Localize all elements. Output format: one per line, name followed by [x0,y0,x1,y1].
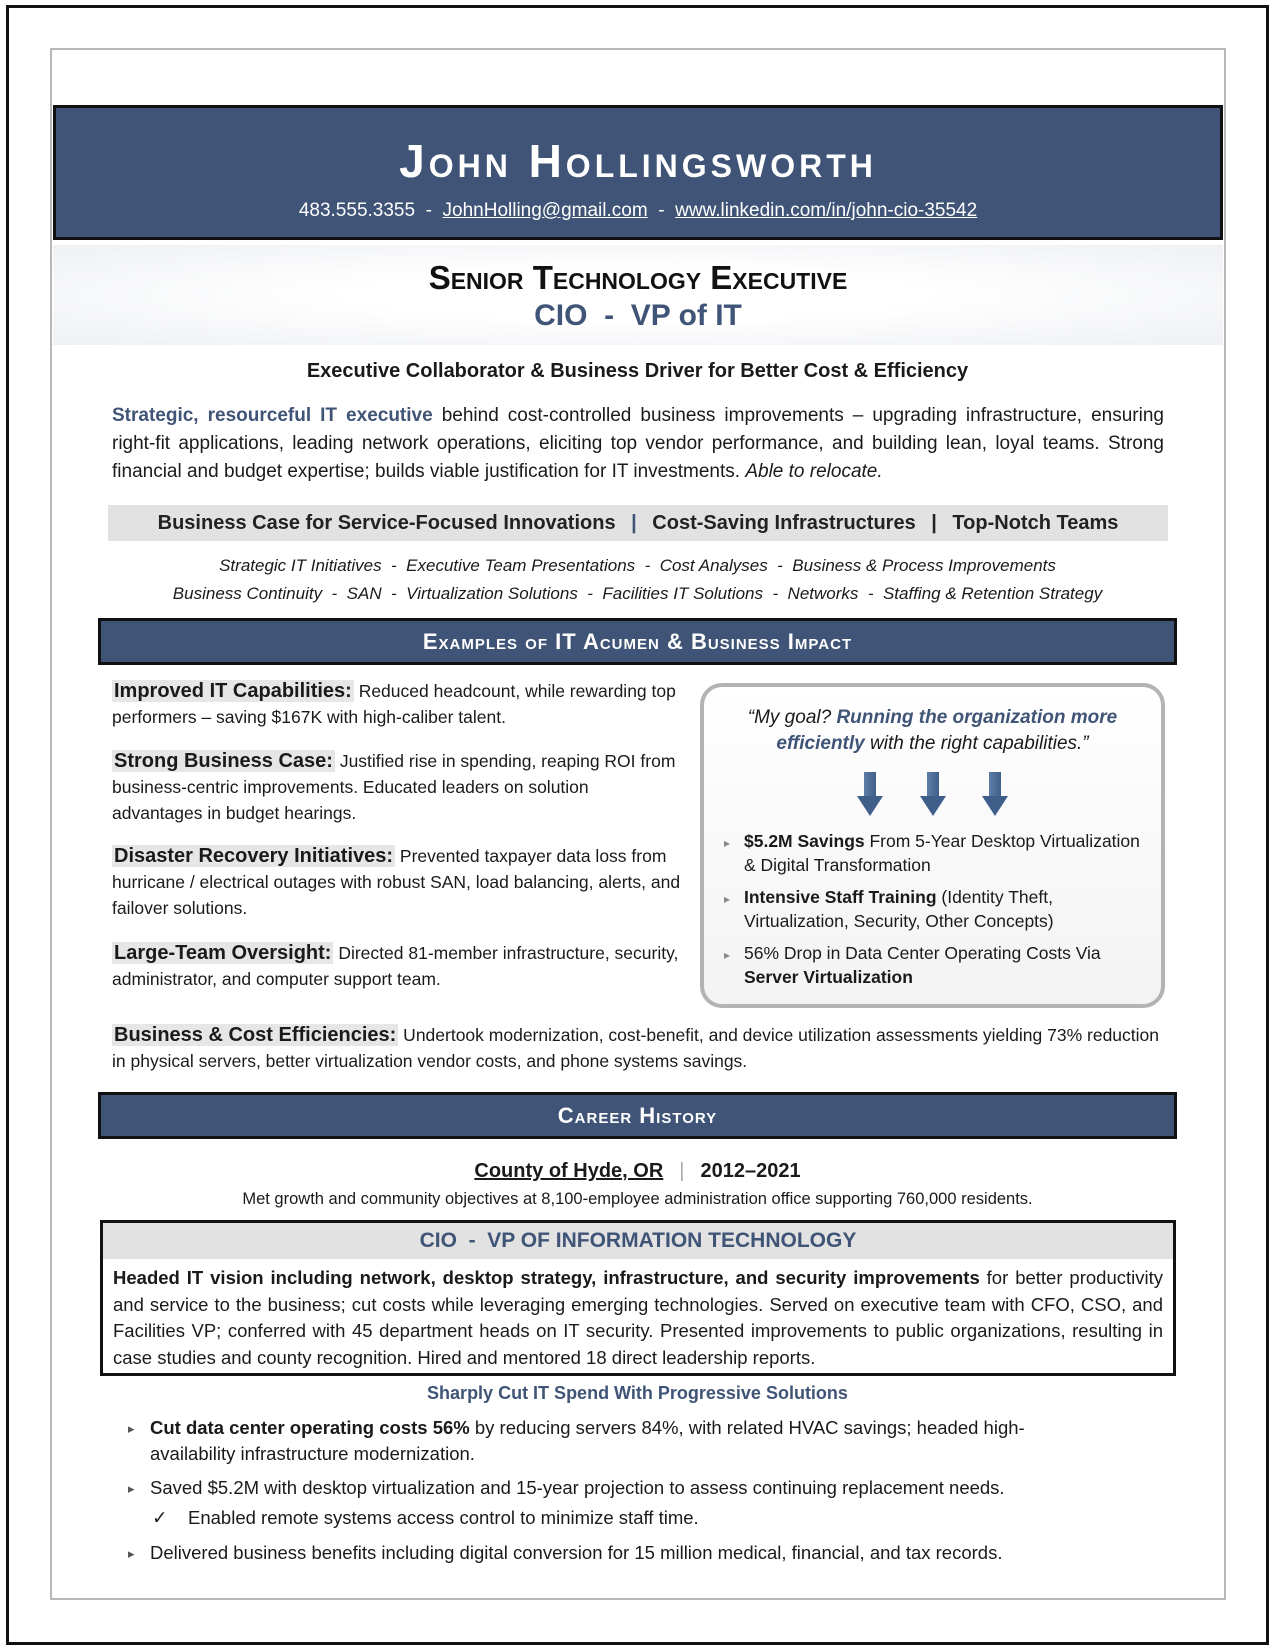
accomplishment-text: Justified rise in spending, reaping ROI from business-centric improvements. Educated leaders on solution advantages in budget hearings. [112,751,676,823]
employment-dates: 2012–2021 [700,1160,801,1182]
bullet-triangle-icon: ▸ [724,892,731,906]
accomplishment-label: Large-Team Oversight: [114,942,332,964]
strengths-bar [108,505,1168,541]
goal-callout-box [700,683,1165,1008]
bullet-triangle-icon: ▸ [724,948,731,962]
employer-description: Met growth and community objectives at 8,100-employee administration office supporting 760,000 residents. [242,1190,1033,1208]
employer-separator: | [679,1160,685,1182]
arrow-group [704,772,1161,825]
employer-line [0,1160,1275,1183]
title-area [53,245,1223,345]
callout-item [724,941,1154,989]
accomplishment-text: Prevented taxpayer data loss from hurricane / electrical outages with robust SAN, load balancing, alerts, and failover solutions. [112,846,681,918]
candidate-name: John Hollingsworth [399,135,877,187]
bullet-text: Saved $5.2M with desktop virtualization and 15-year projection to assess continuing replacement needs. [150,1477,1005,1498]
bullet-text: by reducing servers 84%, with related HVAC savings; headed high-availability infrastructure modernization. [150,1417,1025,1464]
section-heading-career: Career History [98,1092,1177,1139]
down-arrow-icon [920,772,946,820]
tagline: Executive Collaborator & Business Driver for Better Cost & Efficiency [306,360,969,382]
callout-item-text: From 5-Year Desktop Virtualization & Digital Transformation [744,831,1140,875]
role-text: for better productivity and service to the business; cut costs while leveraging emerging technologies. Served on executive team with CFO, CSO, and Facilities VP; conferred with 45 department heads on IT security. Presented improvements to public organizations, resulting in case studies and county recognition. Hired and mentored 18 direct leadership reports. [113,1267,1163,1368]
quote-highlight: Running the organization more efficiently [776,707,1118,754]
keyword-line: Business Continuity - SAN - Virtualization Solutions - Facilities IT Solutions - Networks - Staffing & Retention Strategy [172,584,1103,603]
role-title: CIO - VP OF INFORMATION TECHNOLOGY [103,1223,1173,1259]
email-link[interactable]: JohnHolling@gmail.com [442,200,648,221]
contact-separator: - [425,200,432,221]
callout-item-bold: Intensive Staff Training [744,887,937,907]
callout-item-text: (Identity Theft, Virtualization, Security, Other Concepts) [744,887,1054,931]
strength-item: Business Case for Service-Focused Innovations [157,512,616,534]
subheadline: CIO - VP of IT [534,299,742,332]
accomplishment-label: Improved IT Capabilities: [114,680,352,702]
summary-paragraph [112,402,1164,486]
checkmark-icon: ✓ [152,1507,168,1528]
accomplishment-label: Disaster Recovery Initiatives: [114,845,394,867]
accomplishment-item [112,940,682,992]
bullet-triangle-icon: ▸ [128,1421,135,1436]
header-banner [53,105,1223,240]
accomplishment-item [112,748,682,826]
goal-quote [724,705,1141,757]
accomplishment-text: Reduced headcount, while rewarding top performers – saving $167K with high-caliber talent. [112,681,676,727]
achievement-bullet [128,1415,1080,1467]
accomplishment-text: Directed 81-member infrastructure, security, administrator, and computer support team. [112,943,679,989]
down-arrow-icon [857,772,883,820]
strength-separator: | [631,512,637,534]
bullet-bold: Cut data center operating costs 56% [150,1417,470,1438]
down-arrow-icon [982,772,1008,820]
summary-lead: Strategic, resourceful IT executive [112,405,433,426]
role-bold: Headed IT vision including network, desktop strategy, infrastructure, and security improvements [113,1267,980,1288]
relocate-note: Able to relocate. [745,461,883,482]
employer-name: County of Hyde, OR [474,1160,664,1182]
strength-item: Top-Notch Teams [952,512,1119,534]
keyword-line: Strategic IT Initiatives - Executive Team Presentations - Cost Analyses - Business & Process Improvements [219,556,1056,575]
section-heading-impact: Examples of IT Acumen & Business Impact [98,618,1177,665]
accomplishment-text: Undertook modernization, cost-benefit, and device utilization assessments yielding 73% reduction in physical servers, better virtualization vendor costs, and phone systems savings. [112,1025,1160,1071]
accomplishment-item [112,678,682,730]
quote-start: “My goal? [747,707,837,728]
bullet-triangle-icon: ▸ [128,1546,135,1561]
callout-item-text: 56% Drop in Data Center Operating Costs Via [744,943,1101,963]
contact-separator: - [658,200,665,221]
callout-item [724,885,1154,933]
callout-item-bold: Server Virtualization [744,967,913,987]
bullet-triangle-icon: ▸ [724,836,731,850]
phone-number: 483.555.3355 [298,200,416,221]
linkedin-link[interactable]: www.linkedin.com/in/john-cio-35542 [675,200,978,221]
summary-body: behind cost-controlled business improvements – upgrading infrastructure, ensuring right-fit applications, leading network operations, eliciting top vendor performance, and building lean, loyal teams. Strong financial and budget expertise; builds viable justification for IT investments. [112,405,1164,482]
accomplishment-item [112,843,682,921]
callout-item-bold: $5.2M Savings [744,831,865,851]
check-text: Enabled remote systems access control to minimize staff time. [188,1507,699,1528]
bullet-triangle-icon: ▸ [128,1481,135,1496]
achievement-bullet [128,1540,1080,1566]
role-box [100,1220,1176,1376]
achievement-bullet [128,1475,1080,1501]
keyword-list [0,552,1275,608]
achievement-subheading: Sharply Cut IT Spend With Progressive Solutions [427,1383,848,1403]
role-description [103,1259,1173,1371]
accomplishment-label: Strong Business Case: [114,750,333,772]
headline: Senior Technology Executive [428,259,848,296]
strength-separator: | [931,512,937,534]
check-item [152,1505,1052,1531]
bullet-text: Delivered business benefits including digital conversion for 15 million medical, financial, and tax records. [150,1542,1003,1563]
accomplishment-label: Business & Cost Efficiencies: [114,1024,397,1046]
quote-end: with the right capabilities.” [864,733,1089,754]
callout-item [724,829,1154,877]
strength-item: Cost-Saving Infrastructures [652,512,916,534]
contact-line [56,200,1220,222]
accomplishment-item [112,1022,1172,1074]
